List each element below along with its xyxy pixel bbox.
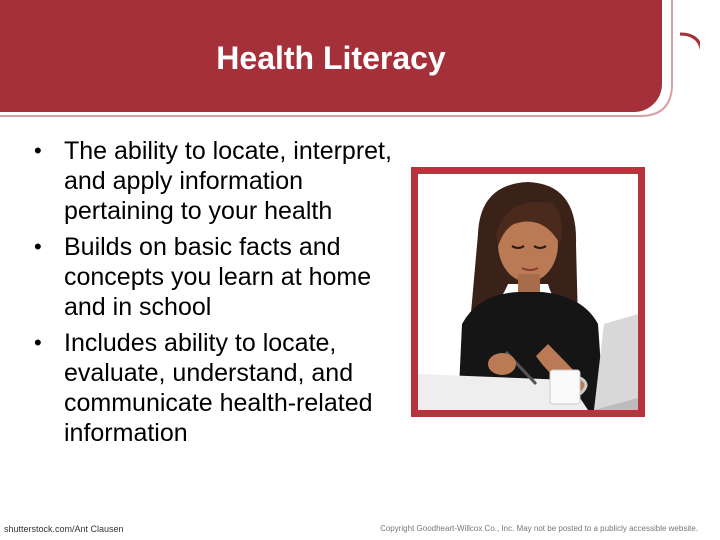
bullet-item: [30, 328, 400, 448]
bullet-glyph: •: [34, 330, 42, 355]
student-writing-photo: [418, 174, 638, 410]
bullet-glyph: •: [34, 234, 42, 259]
bullet-text: The ability to locate, interpret, and apply information pertaining to your health: [64, 137, 392, 225]
photo-credit: shutterstock.com/Ant Clausen: [4, 524, 124, 534]
slide-title: Health Literacy: [216, 40, 446, 76]
bullet-text: Builds on basic facts and concepts you learn at home and in school: [64, 233, 372, 321]
photo-frame: [411, 167, 645, 417]
copyright-notice: Copyright Goodheart-Willcox Co., Inc. May not be posted to a publicly accessible website.: [380, 524, 698, 533]
bullet-text: Includes ability to locate, evaluate, understand, and communicate health-related information: [64, 329, 373, 447]
bullet-item: [30, 136, 400, 226]
bullet-glyph: •: [34, 138, 42, 163]
bullet-list: [30, 136, 400, 454]
bullet-item: [30, 232, 400, 322]
